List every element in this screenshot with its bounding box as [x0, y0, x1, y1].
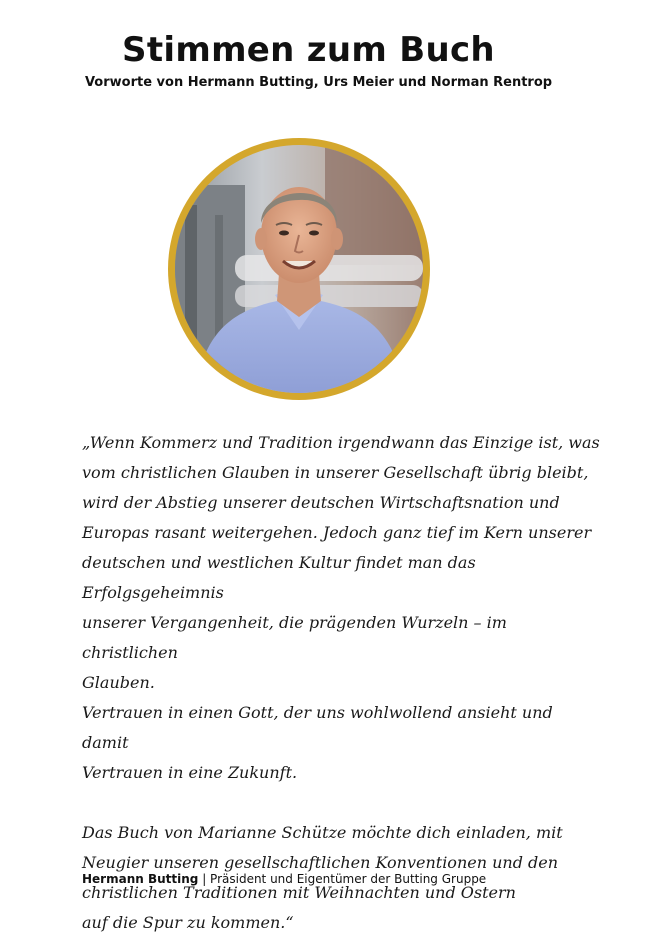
page-title: Stimmen zum Buch — [122, 30, 495, 70]
quote-line: Vertrauen in eine Zukunft. — [82, 763, 298, 782]
portrait-photo — [175, 145, 423, 393]
quote-line: deutschen und westlichen Kultur findet man das Erfolgsgeheimnis — [82, 553, 476, 602]
quote-line: Europas rasant weitergehen. Jedoch ganz tief im Kern unserer — [82, 523, 592, 542]
quote-attribution — [82, 872, 486, 886]
quote-line: christlichen Traditionen mit Weihnachten und Ostern — [82, 883, 516, 902]
quote-line: Neugier unseren gesellschaftlichen Konventionen und den — [82, 853, 559, 872]
quote-block — [82, 428, 602, 938]
quote-line: Das Buch von Marianne Schütze möchte dich einladen, mit — [82, 823, 563, 842]
quote-line: auf die Spur zu kommen.“ — [82, 913, 294, 932]
quote-line: Glauben. — [82, 673, 155, 692]
quote-line: vom christlichen Glauben in unserer Gesellschaft übrig bleibt, — [82, 463, 589, 482]
portrait-illustration — [175, 145, 423, 393]
author-name: Hermann Butting — [82, 872, 199, 886]
quote-line: „Wenn Kommerz und Tradition irgendwann das Einzige ist, was — [82, 433, 600, 452]
quote-line: unserer Vergangenheit, die prägenden Wurzeln – im christlichen — [82, 613, 507, 662]
attribution-separator: | — [198, 872, 211, 886]
author-role: Präsident und Eigentümer der Butting Gruppe — [210, 872, 487, 886]
paragraph-gap — [82, 788, 602, 818]
quote-line: Vertrauen in einen Gott, der uns wohlwollend ansieht und damit — [82, 703, 553, 752]
portrait-ring — [168, 138, 430, 400]
page-subtitle: Vorworte von Hermann Butting, Urs Meier und Norman Rentrop — [84, 75, 553, 90]
quote-line: wird der Abstieg unserer deutschen Wirtschaftsnation und — [82, 493, 560, 512]
